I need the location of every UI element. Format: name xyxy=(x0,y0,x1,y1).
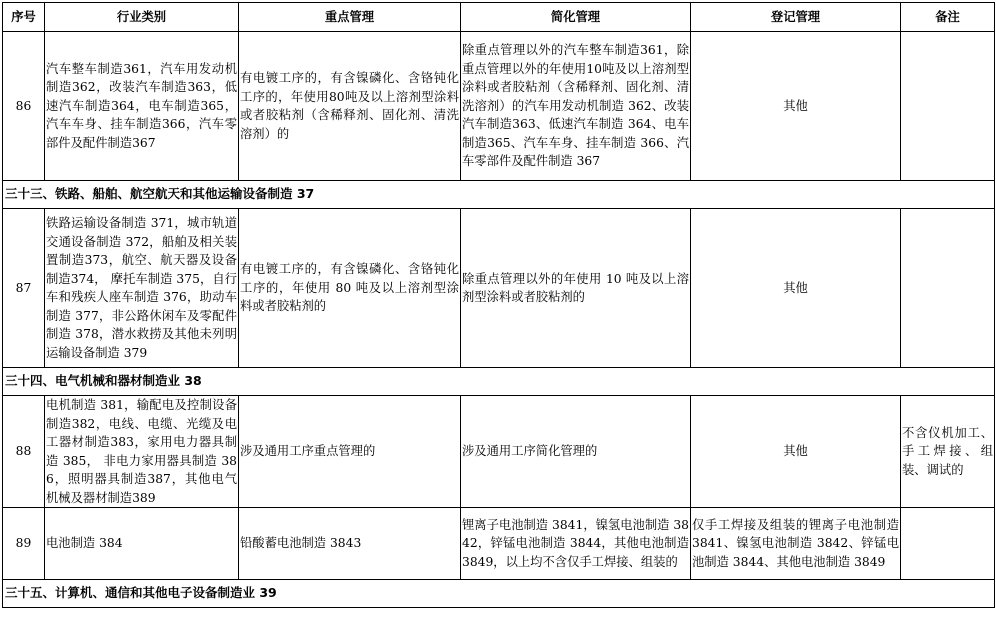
row-industry: 铁路运输设备制造 371，城市轨道交通设备制造 372，船舶及相关装置制造373，航空、航天器及设备制造374， 摩托车制造 375，自行车和残疾人座车制造 376，助动车制造 377，非公路休闲车及零配件制造 378，潜水救捞及其他未列明运输设备制造 379 xyxy=(45,209,239,368)
table-row xyxy=(3,32,995,181)
row-simplified-management: 除重点管理以外的年使用 10 吨及以上溶剂型涂料或者胶粘剂的 xyxy=(461,209,691,368)
row-key-management: 铅酸蓄电池制造 3843 xyxy=(239,508,461,580)
row-seq: 88 xyxy=(3,396,45,508)
header-seq: 序号 xyxy=(3,3,45,32)
row-industry: 电机制造 381，输配电及控制设备制造382，电线、电缆、光缆及电工器材制造383，家用电力器具制造 385， 非电力家用器具制造 386，照明器具制造387，其他电气机械及器材制造389 xyxy=(45,396,239,508)
row-seq: 86 xyxy=(3,32,45,181)
header-simplified-management: 简化管理 xyxy=(461,3,691,32)
row-key-management: 有电镀工序的，有含镍磷化、含铬钝化工序的，年使用 80 吨及以上溶剂型涂料或者胶粘剂的 xyxy=(239,209,461,368)
row-notes xyxy=(901,209,995,368)
row-simplified-management: 除重点管理以外的汽车整车制造361，除重点管理以外的年使用10吨及以上溶剂型涂料或者胶粘剂（含稀释剂、固化剂、清洗溶剂）的汽车用发动机制造 362、改装汽车制造363、低速汽车制造 364、电车制造365、汽车车身、挂车制造 366、汽车零部件及配件制造 367 xyxy=(461,32,691,181)
section-heading-35: 三十五、计算机、通信和其他电子设备制造业 39 xyxy=(3,580,995,608)
header-registration-management: 登记管理 xyxy=(691,3,901,32)
row-notes xyxy=(901,508,995,580)
section-heading-34: 三十四、电气机械和器材制造业 38 xyxy=(3,368,995,396)
row-industry: 汽车整车制造361，汽车用发动机制造362，改装汽车制造363，低速汽车制造364，电车制造365，汽车车身、挂车制造366，汽车零部件及配件制造367 xyxy=(45,32,239,181)
table-row xyxy=(3,508,995,580)
row-industry: 电池制造 384 xyxy=(45,508,239,580)
row-key-management: 涉及通用工序重点管理的 xyxy=(239,396,461,508)
section-row xyxy=(3,181,995,209)
row-key-management: 有电镀工序的，有含镍磷化、含铬钝化工序的，年使用80吨及以上溶剂型涂料或者胶粘剂（含稀释剂、固化剂、清洗溶剂）的 xyxy=(239,32,461,181)
table-row xyxy=(3,396,995,508)
header-industry: 行业类别 xyxy=(45,3,239,32)
section-row xyxy=(3,368,995,396)
industry-permit-table xyxy=(2,2,995,608)
table-row xyxy=(3,209,995,368)
table-header-row xyxy=(3,3,995,32)
permit-table-container xyxy=(2,2,995,608)
row-registration-management: 其他 xyxy=(691,32,901,181)
section-row xyxy=(3,580,995,608)
row-simplified-management: 锂离子电池制造 3841，镍氢电池制造 3842，锌锰电池制造 3844，其他电池制造 3849，以上均不含仅手工焊接、组装的 xyxy=(461,508,691,580)
header-notes: 备注 xyxy=(901,3,995,32)
row-notes xyxy=(901,32,995,181)
row-registration-management: 仅手工焊接及组装的锂离子电池制造 3841、镍氢电池制造 3842、锌锰电池制造 3844、其他电池制造 3849 xyxy=(691,508,901,580)
row-simplified-management: 涉及通用工序简化管理的 xyxy=(461,396,691,508)
row-registration-management: 其他 xyxy=(691,209,901,368)
section-heading-33: 三十三、铁路、船舶、航空航天和其他运输设备制造 37 xyxy=(3,181,995,209)
row-seq: 89 xyxy=(3,508,45,580)
row-seq: 87 xyxy=(3,209,45,368)
row-notes: 不含仪机加工、手工焊接、组装、调试的 xyxy=(901,396,995,508)
row-registration-management: 其他 xyxy=(691,396,901,508)
header-key-management: 重点管理 xyxy=(239,3,461,32)
